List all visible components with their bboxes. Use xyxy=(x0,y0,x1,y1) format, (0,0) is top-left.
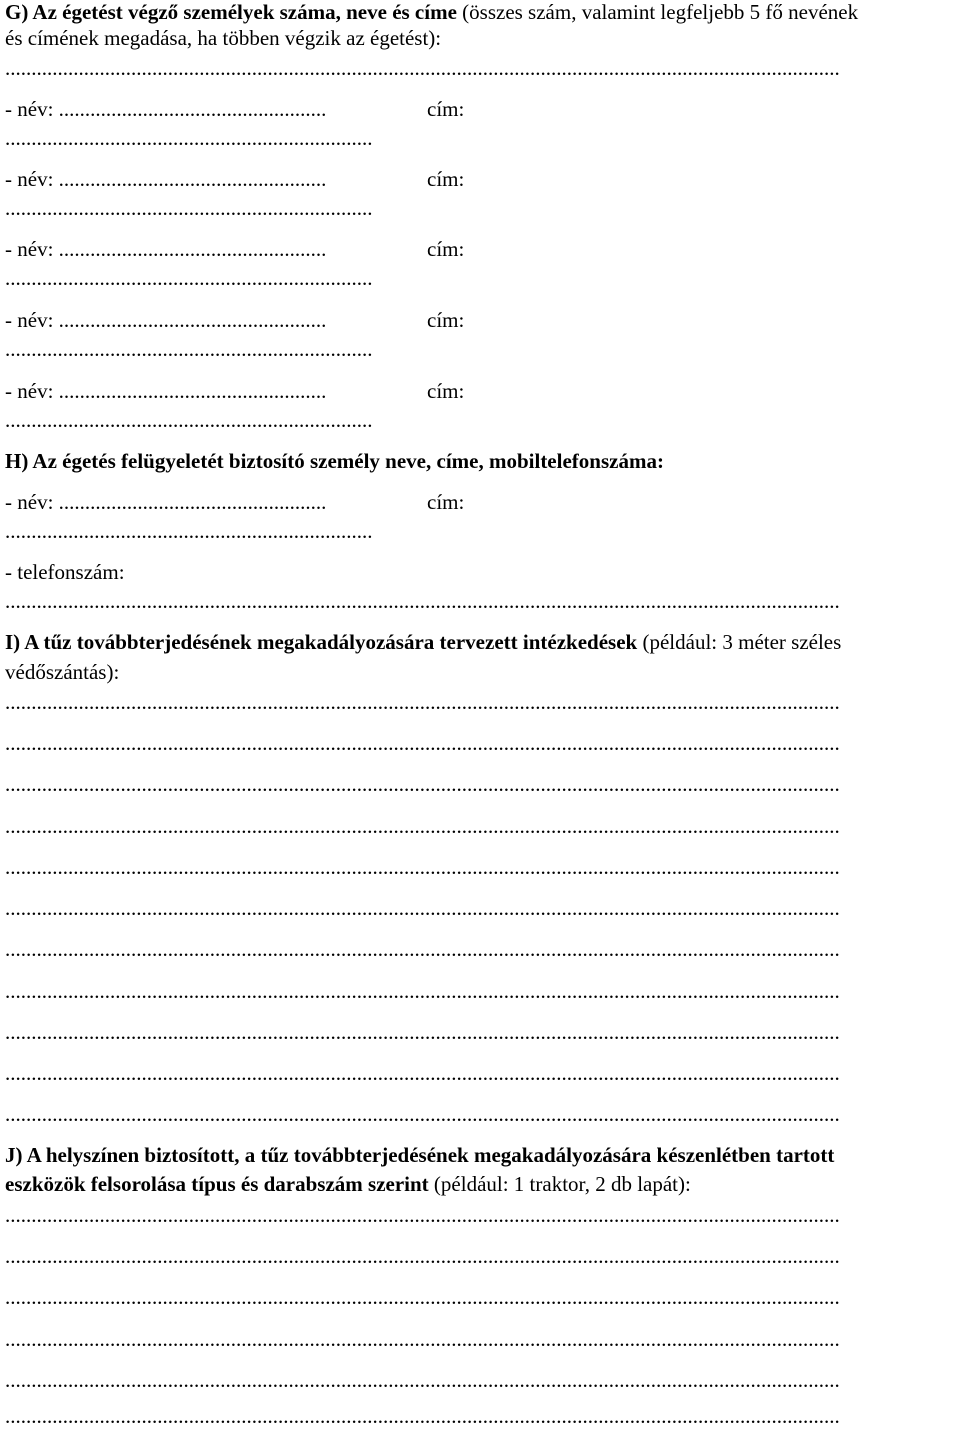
person-name-cont-field[interactable]: ...................................................................... xyxy=(5,337,373,361)
section-i-heading-line-2: védőszántás): xyxy=(5,660,120,684)
supervisor-address-label: cím: xyxy=(427,490,465,514)
tools-line[interactable]: ............................................................................................................................................................... xyxy=(5,1368,840,1392)
person-name-cont-field[interactable]: ...................................................................... xyxy=(5,408,373,432)
person-name-field[interactable]: - név: ................................................... xyxy=(5,379,327,403)
person-name-field[interactable]: - név: ................................................... xyxy=(5,237,327,261)
person-address-label: cím: xyxy=(427,97,465,121)
person-name-field[interactable]: - név: ................................................... xyxy=(5,167,327,191)
tools-line[interactable]: ............................................................................................................................................................... xyxy=(5,1203,840,1227)
measures-line[interactable]: ............................................................................................................................................................... xyxy=(5,690,840,714)
tools-line[interactable]: ............................................................................................................................................................... xyxy=(5,1244,840,1268)
measures-line[interactable]: ............................................................................................................................................................... xyxy=(5,772,840,796)
measures-line[interactable]: ............................................................................................................................................................... xyxy=(5,731,840,755)
measures-line[interactable]: ............................................................................................................................................................... xyxy=(5,896,840,920)
section-g-heading-line-2: és címének megadása, ha többen végzik az égetést): xyxy=(5,26,442,50)
person-name-field[interactable]: - név: ................................................... xyxy=(5,308,327,332)
tools-line[interactable]: ............................................................................................................................................................... xyxy=(5,1285,840,1309)
phone-label: - telefonszám: xyxy=(5,560,125,584)
measures-line[interactable]: ............................................................................................................................................................... xyxy=(5,1020,840,1044)
section-i-heading: I) A tűz továbbterjedésének megakadályozására tervezett intézkedések (például: 3 méter széles xyxy=(5,630,842,654)
person-name-cont-field[interactable]: ...................................................................... xyxy=(5,266,373,290)
measures-line[interactable]: ............................................................................................................................................................... xyxy=(5,1102,840,1126)
measures-line[interactable]: ............................................................................................................................................................... xyxy=(5,979,840,1003)
section-j-heading-line-2: eszközök felsorolása típus és darabszám szerint (például: 1 traktor, 2 db lapát): xyxy=(5,1172,691,1196)
measures-line[interactable]: ............................................................................................................................................................... xyxy=(5,855,840,879)
measures-line[interactable]: ............................................................................................................................................................... xyxy=(5,937,840,961)
person-name-field[interactable]: - név: ................................................... xyxy=(5,97,327,121)
section-g-heading: G) Az égetést végző személyek száma, neve és címe (összes szám, valamint legfeljebb 5 fő nevének xyxy=(5,0,859,24)
phone-field[interactable]: ............................................................................................................................................................... xyxy=(5,589,840,613)
tools-line[interactable]: ............................................................................................................................................................... xyxy=(5,1404,840,1428)
tools-line[interactable]: ............................................................................................................................................................... xyxy=(5,1327,840,1351)
person-name-cont-field[interactable]: ...................................................................... xyxy=(5,126,373,150)
measures-line[interactable]: ............................................................................................................................................................... xyxy=(5,1061,840,1085)
person-address-label: cím: xyxy=(427,167,465,191)
section-g-count-field[interactable]: ............................................................................................................................................................... xyxy=(5,56,840,80)
section-h-heading: H) Az égetés felügyeletét biztosító személy neve, címe, mobiltelefonszáma: xyxy=(5,449,664,473)
person-address-label: cím: xyxy=(427,308,465,332)
person-name-cont-field[interactable]: ...................................................................... xyxy=(5,196,373,220)
section-j-heading: J) A helyszínen biztosított, a tűz továbbterjedésének megakadályozására készenlétben tartott xyxy=(5,1143,835,1167)
measures-line[interactable]: ............................................................................................................................................................... xyxy=(5,814,840,838)
supervisor-name-field[interactable]: - név: ................................................... xyxy=(5,490,327,514)
person-address-label: cím: xyxy=(427,237,465,261)
person-address-label: cím: xyxy=(427,379,465,403)
supervisor-name-cont-field[interactable]: ...................................................................... xyxy=(5,519,373,543)
